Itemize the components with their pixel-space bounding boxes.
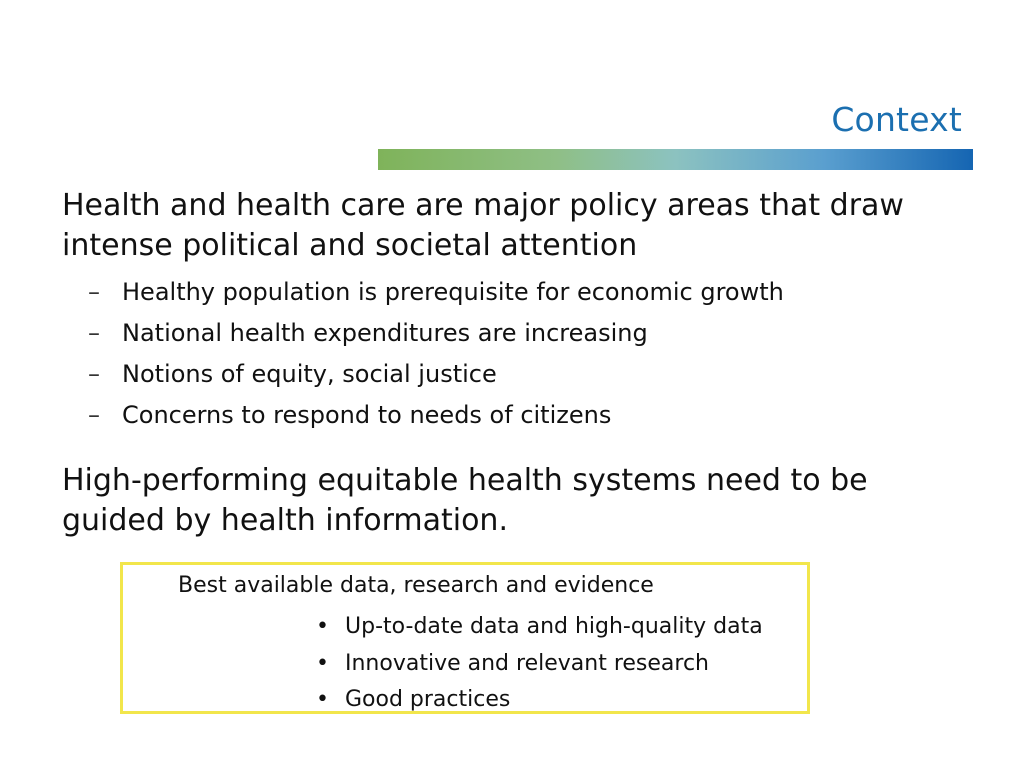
title-gradient-bar — [378, 149, 973, 170]
bullet-icon: • — [316, 650, 329, 676]
list-item-text: Notions of equity, social justice — [122, 360, 497, 388]
list-item — [316, 682, 763, 719]
list-item — [88, 354, 784, 395]
dash-bullet-icon: – — [88, 360, 100, 388]
evidence-box-heading: Best available data, research and evidence — [178, 573, 654, 598]
evidence-box — [120, 562, 810, 714]
intro-paragraph: Health and health care are major policy areas that draw intense political and societal attention — [62, 188, 904, 263]
list-item — [88, 395, 784, 436]
conclusion-paragraph: High-performing equitable health systems need to be guided by health information. — [62, 463, 868, 538]
list-item — [316, 646, 763, 683]
dash-bullet-icon: – — [88, 278, 100, 306]
list-item-text: National health expenditures are increasing — [122, 319, 648, 347]
dash-bullet-icon: – — [88, 401, 100, 429]
list-item-text: Good practices — [345, 687, 511, 712]
dash-bullet-icon: – — [88, 319, 100, 347]
slide-title: Context — [831, 100, 962, 139]
list-item-text: Innovative and relevant research — [345, 650, 709, 676]
list-item-text: Up-to-date data and high-quality data — [345, 614, 763, 639]
policy-reasons-list — [88, 272, 784, 436]
list-item — [88, 272, 784, 313]
list-item — [88, 313, 784, 354]
bullet-icon: • — [316, 614, 329, 639]
list-item-text: Concerns to respond to needs of citizens — [122, 401, 612, 429]
list-item-text: Healthy population is prerequisite for economic growth — [122, 278, 784, 306]
bullet-icon: • — [316, 687, 329, 712]
evidence-bullet-list — [316, 609, 763, 719]
list-item — [316, 609, 763, 646]
